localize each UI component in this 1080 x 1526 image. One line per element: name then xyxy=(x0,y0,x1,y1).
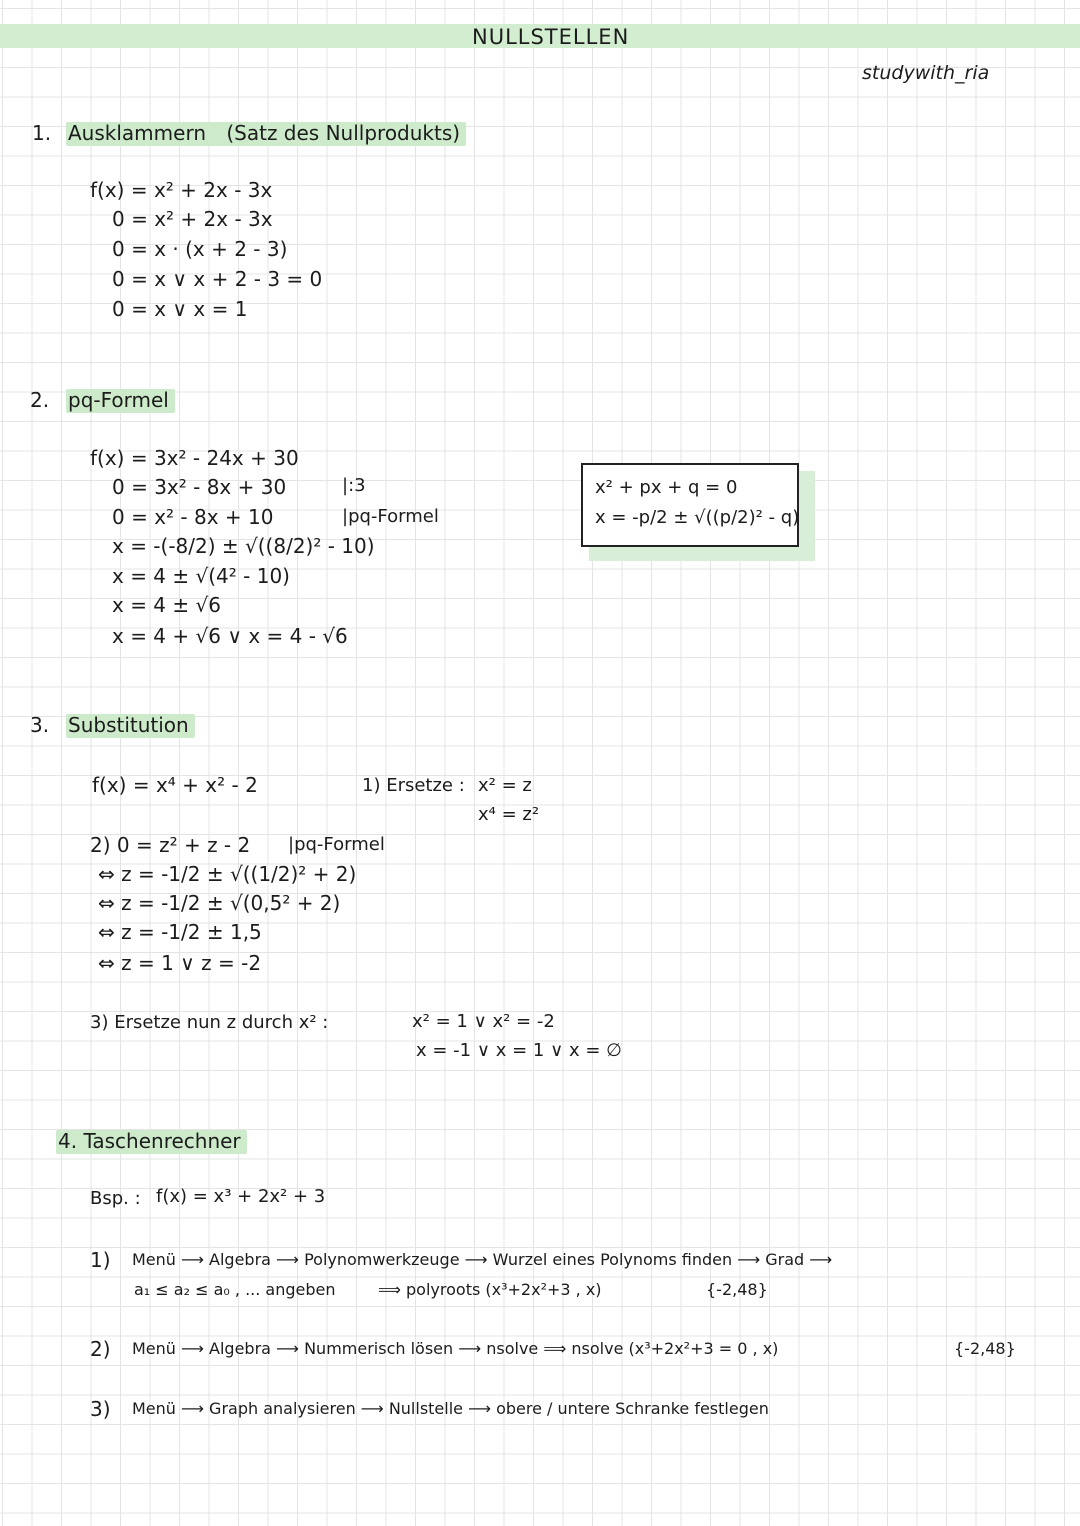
pq-formula-line-2: x = -p/2 ± √((p/2)² - q) xyxy=(595,507,800,528)
s3-function: f(x) = x⁴ + x² - 2 xyxy=(92,773,258,797)
s4-method2-line: Menü ⟶ Algebra ⟶ Nummerisch lösen ⟶ nsolve ⟹ nsolve (x³+2x²+3 = 0 , x) xyxy=(132,1339,779,1358)
s1-line-1: f(x) = x² + 2x - 3x xyxy=(90,178,273,202)
s3-step3-label: 3) Ersetze nun z durch x² : xyxy=(90,1012,329,1033)
s2-line-1: f(x) = 3x² - 24x + 30 xyxy=(90,446,299,470)
section1-number: 1. xyxy=(32,121,52,145)
s4-method1-number: 1) xyxy=(90,1248,111,1272)
s4-method3-number: 3) xyxy=(90,1397,111,1421)
section3-number: 3. xyxy=(30,713,50,737)
section1-heading-note: (Satz des Nullprodukts) xyxy=(226,121,461,145)
s4-method1-result: {-2,48} xyxy=(706,1280,768,1299)
section4-heading-text: Taschenrechner xyxy=(83,1129,241,1153)
s3-step2-line-1: ⇔ z = -1/2 ± √((1/2)² + 2) xyxy=(98,862,357,886)
s3-step2-line-2: ⇔ z = -1/2 ± √(0,5² + 2) xyxy=(98,891,341,915)
s1-line-5: 0 = x ∨ x = 1 xyxy=(112,297,248,321)
section3-heading: Substitution xyxy=(66,714,195,738)
s4-example-label: Bsp. : xyxy=(90,1188,141,1209)
s1-line-3: 0 = x · (x + 2 - 3) xyxy=(112,237,288,261)
s3-step2-line-4: ⇔ z = 1 ∨ z = -2 xyxy=(98,951,262,975)
s1-line-4: 0 = x ∨ x + 2 - 3 = 0 xyxy=(112,267,323,291)
s2-line-6: x = 4 ± √6 xyxy=(112,593,221,617)
pq-formula-box xyxy=(581,463,799,547)
s3-step2-first: 2) 0 = z² + z - 2 xyxy=(90,833,251,857)
section4-number: 4. xyxy=(58,1129,78,1153)
s3-step2-line-3: ⇔ z = -1/2 ± 1,5 xyxy=(98,920,262,944)
s2-line-2: 0 = 3x² - 8x + 30 xyxy=(112,475,287,499)
s4-method1-line-2b: ⟹ polyroots (x³+2x²+3 , x) xyxy=(378,1280,602,1299)
s3-step1-b: x⁴ = z² xyxy=(478,804,540,825)
s3-step3-line-1: x² = 1 ∨ x² = -2 xyxy=(412,1011,555,1032)
section4-heading xyxy=(56,1130,247,1154)
section2-number: 2. xyxy=(30,388,50,412)
section2-heading: pq-Formel xyxy=(66,389,175,413)
pq-formula-line-1: x² + px + q = 0 xyxy=(595,477,738,498)
s2-line-5: x = 4 ± √(4² - 10) xyxy=(112,564,290,588)
s4-method2-number: 2) xyxy=(90,1337,111,1361)
author-signature: studywith_ria xyxy=(862,62,990,84)
s4-method2-result: {-2,48} xyxy=(954,1339,1016,1358)
s3-step3-line-2: x = -1 ∨ x = 1 ∨ x = ∅ xyxy=(416,1040,622,1061)
page-title: NULLSTELLEN xyxy=(472,25,630,49)
s1-line-2: 0 = x² + 2x - 3x xyxy=(112,207,273,231)
section1-heading xyxy=(66,122,466,146)
s4-method1-line-1: Menü ⟶ Algebra ⟶ Polynomwerkzeuge ⟶ Wurzel eines Polynoms finden ⟶ Grad ⟶ xyxy=(132,1250,833,1269)
s2-divide-note: |:3 xyxy=(342,475,366,496)
s3-step1-a: x² = z xyxy=(478,775,532,796)
s3-step1-label: 1) Ersetze : xyxy=(362,775,465,796)
s2-line-7: x = 4 + √6 ∨ x = 4 - √6 xyxy=(112,624,348,648)
s2-pq-note: |pq-Formel xyxy=(342,506,439,527)
s4-method1-line-2a: a₁ ≤ a₂ ≤ a₀ , ... angeben xyxy=(134,1280,336,1299)
s4-example-function: f(x) = x³ + 2x² + 3 xyxy=(156,1186,326,1207)
s4-method3-line: Menü ⟶ Graph analysieren ⟶ Nullstelle ⟶ obere / untere Schranke festlegen xyxy=(132,1399,769,1418)
section1-heading-text: Ausklammern xyxy=(68,121,206,145)
s3-step2-note: |pq-Formel xyxy=(288,834,385,855)
s2-line-4: x = -(-8/2) ± √((8/2)² - 10) xyxy=(112,534,375,558)
s2-line-3: 0 = x² - 8x + 10 xyxy=(112,505,274,529)
